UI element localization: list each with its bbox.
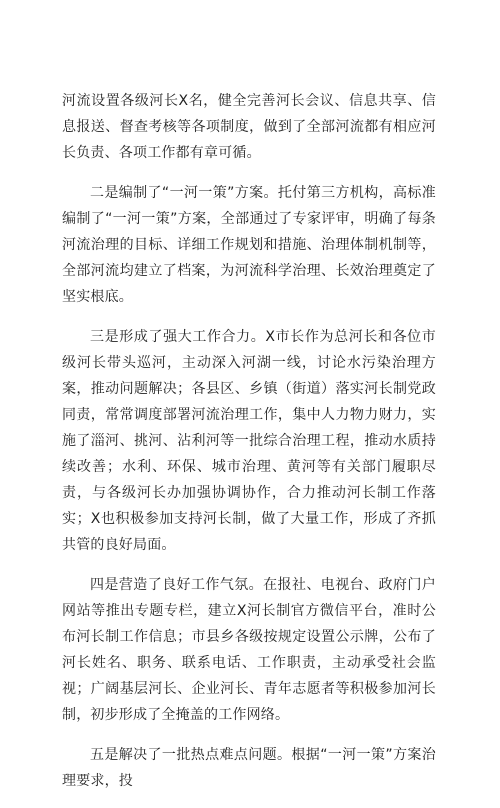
paragraph-5: 五是解决了一批热点难点问题。根据“一河一策”方案治理要求，投 [62,747,436,789]
paragraph-3: 三是形成了强大工作合力。X市长作为总河长和各位市级河长带头巡河，主动深入河湖一线，讨论水污染治理方案，推动问题解决；各县区、乡镇（街道）落实河长制党政同责，常常调度部署河流治理工作，集中人力物力财力，实施了淄河、挑河、沾利河等一批综合治理工程，推动水质持续改善；水利、环保、城市治理、黄河等有关部门履职尽责，与各级河长办加强协调协作，合力推动河长制工作落实；X也积极参加支持河长制，做了大量工作，形成了齐抓共管的良好局面。 [62,329,436,553]
paragraph-2: 二是编制了“一河一策”方案。托付第三方机构，高标准编制了“一河一策”方案，全部通过了专家评审，明确了每条河流治理的目标、详细工作规划和措施、治理体制机制等，全部河流均建立了档案，为河流科学治理、长效治理奠定了坚实根底。 [62,185,436,305]
paragraph-4: 四是营造了良好工作气氛。在报社、电视台、政府门户网站等推出专题专栏，建立X河长制官方微信平台，准时公布河长制工作信息；市县乡各级按规定设置公示牌，公布了河长姓名、职务、联系电话、工作职责，主动承受社会监视；广阔基层河长、企业河长、青年志愿者等积极参加河长制，初步形成了全掩盖的工作网络。 [62,577,436,723]
body-text [62,88,436,808]
paragraph-continued: 河流设置各级河长X名，健全完善河长会议、信息共享、信息报送、督查考核等各项制度，做到了全部河流都有相应河长负责、各项工作都有章可循。 [62,93,436,161]
